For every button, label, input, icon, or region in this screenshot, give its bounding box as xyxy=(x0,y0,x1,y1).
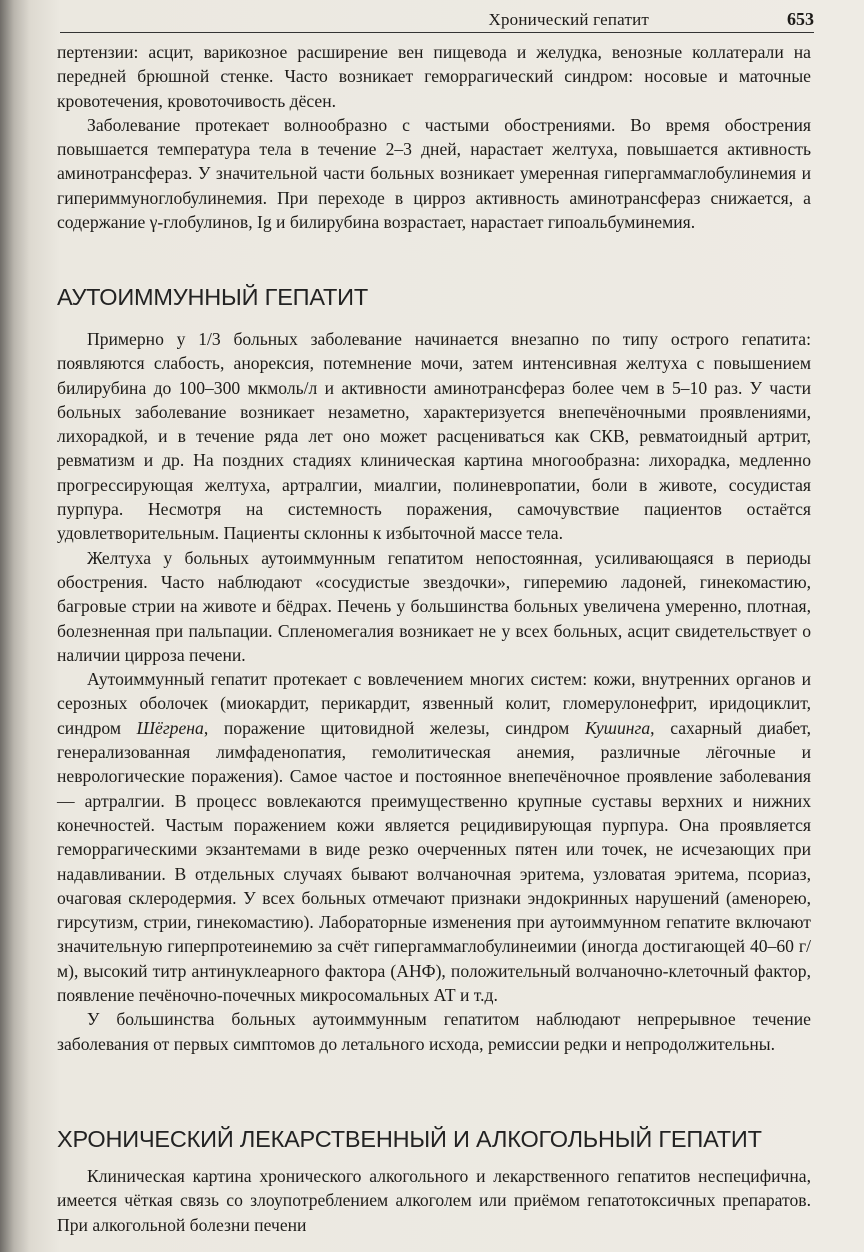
page-header xyxy=(60,8,814,33)
page-number: 653 xyxy=(787,9,814,29)
autoimmune-section xyxy=(57,327,811,1056)
paragraph: пертензии: асцит, варикозное расширение вен пищевода и желудка, венозные коллатерали на передней брюшной стенке. Часто возникает геморрагический синдром: носовые и маточные кровотечения, кровоточивость дёсен. xyxy=(57,42,811,111)
paragraph: Заболевание протекает волнообразно с частыми обострениями. Во время обострения повышается температура тела в течение 2–3 дней, нарастает желтуха, повышается активность аминотрансфераз. У значительной части больных возникает умеренная гипергаммаглобулинемия и гипериммуноглобулинемия. При переходе в цирроз активность аминотрансфераз снижается, а содержание γ-глобулинов, Ig и билирубина возрастает, нарастает гипоальбуминемия. xyxy=(57,114,811,233)
text-run: , сахарный диабет, генерализованная лимфаденопатия, гемолитическая анемия, различные лёгочные и неврологические поражения). Самое частое и постоянное внепечёночное проявление заболевания — артралгии. В процесс вовлекаются преимущественно крупные суставы верхних и нижних конечностей. Частым поражением кожи является рецидивирующая пурпура. Она проявляется геморрагическими экзантемами в виде резко очерченных пятен или точек, не исчезающих при надавливании. В отдельных случаях бывают волчаночная эритема, узловатая эритема, псориаз, очаговая склеродермия. У всех больных отмечают признаки эндокринных нарушений (аменорею, гирсутизм, стрии, гинекомастию). Лабораторные изменения при аутоиммунном гепатите включают значительную гиперпротеинемию за счёт гипергаммаглобулинеимии (иногда достигающей 40–60 г/м), высокий титр антинуклеарного фактора (АНФ), положительный волчаночно-клеточный фактор, появление печёночно-почечных микросомальных АТ и т.д. xyxy=(57,717,811,1006)
paragraph: Клиническая картина хронического алкогольного и лекарственного гепатитов неспецифична, имеется чёткая связь со злоупотреблением алкоголем или приёмом гепатотоксичных препаратов. При алкогольной болезни печени xyxy=(57,1166,811,1235)
paragraph: У большинства больных аутоиммунным гепатитом наблюдают непрерывное течение заболевания от первых симптомов до летального исхода, ремиссии редки и непродолжительны. xyxy=(57,1009,811,1054)
eponym: Шёгрена xyxy=(136,717,204,738)
section-heading-autoimmune: АУТОИММУННЫЙ ГЕПАТИТ xyxy=(57,284,369,310)
intro-section xyxy=(57,40,811,234)
paragraph: Желтуха у больных аутоиммунным гепатитом непостоянная, усиливающаяся в периоды обострения. Часто наблюдают «сосудистые звездочки», гиперемию ладоней, гинекомастию, багровые стрии на животе и бёдрах. Печень у большинства больных увеличена умеренно, плотная, болезненная при пальпации. Спленомегалия возникает не у всех больных, асцит свидетельствует о наличии цирроза печени. xyxy=(57,547,811,665)
paragraph xyxy=(57,667,811,1007)
section-heading-drug-alcohol: ХРОНИЧЕСКИЙ ЛЕКАРСТВЕННЫЙ И АЛКОГОЛЬНЫЙ ГЕПАТИТ xyxy=(57,1126,762,1152)
drug-alcohol-section xyxy=(57,1164,811,1237)
eponym: Кушинга xyxy=(584,717,651,738)
text-run: Аутоиммунный гепатит протекает с вовлечением многих систем: кожи, внутренних органов и серозных оболочек (миокардит, перикардит, язвенный колит, гломерулонефрит, иридоциклит, синдром xyxy=(57,669,811,738)
paragraph: Примерно у 1/3 больных заболевание начинается внезапно по типу острого гепатита: появляются слабость, анорексия, потемнение мочи, затем интенсивная желтуха с повышением билирубина до 100–300 мкмоль/л и активности аминотрансфераз более чем в 5–10 раз. У части больных заболевание возникает незаметно, характеризуется внепечёночными проявлениями, лихорадкой, и в течение ряда лет оно может расцениваться как СКВ, ревматоидный артрит, ревматизм и др. На поздних стадиях клиническая картина многообразна: лихорадка, медленно прогрессирующая желтуха, артралгии, миалгии, полиневропатии, боли в животе, сосудистая пурпура. Несмотря на системность поражения, самочувствие пациентов остаётся удовлетворительным. Пациенты склонны к избыточной массе тела. xyxy=(57,329,811,544)
running-title: Хронический гепатит xyxy=(488,10,649,29)
text-run: , поражение щитовидной железы, синдром xyxy=(203,717,585,738)
